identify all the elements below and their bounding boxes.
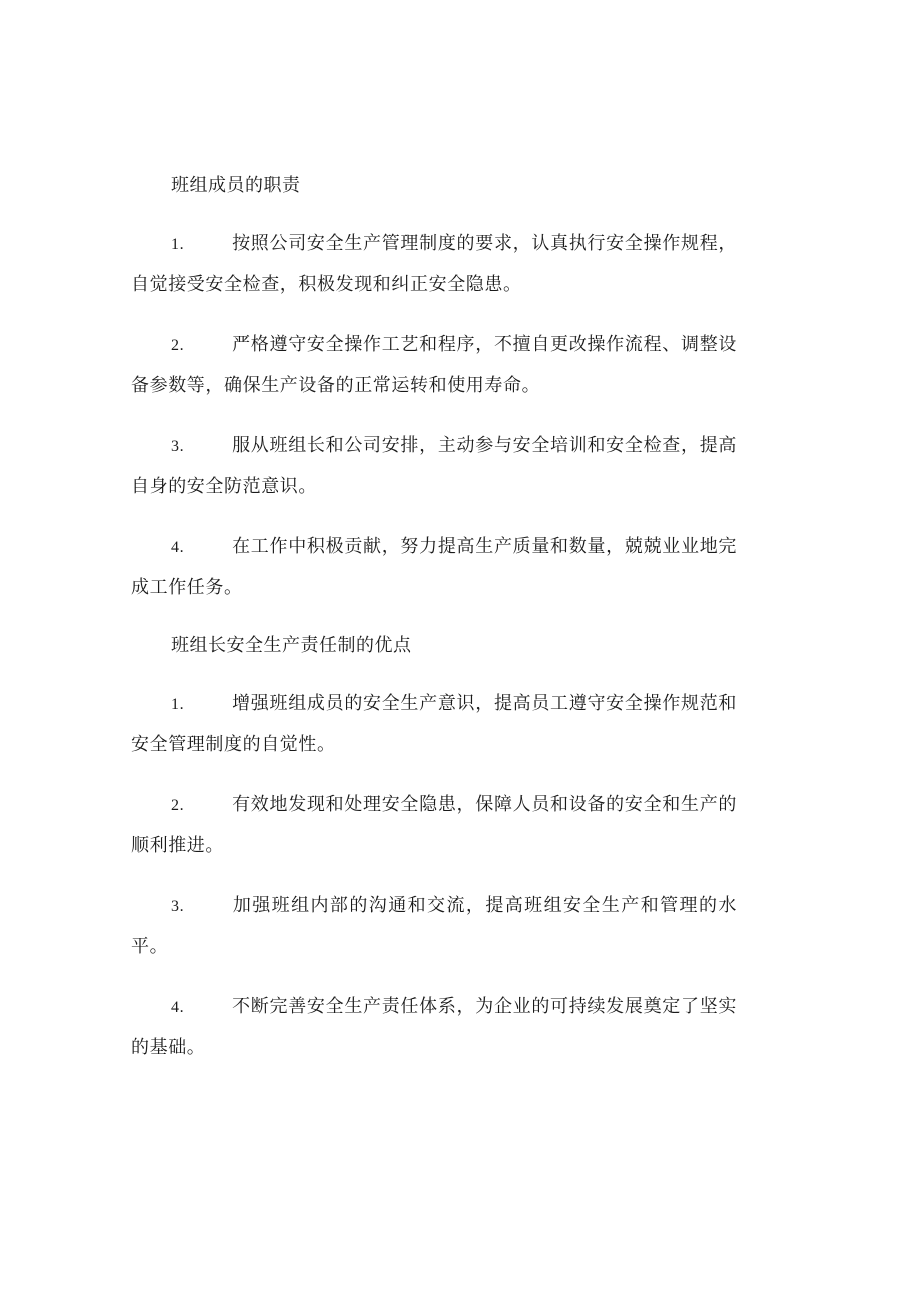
item-text: 服从班组长和公司安排，主动参与安全培训和安全检查，提高自身的安全防范意识。	[131, 435, 737, 497]
item-text: 按照公司安全生产管理制度的要求，认真执行安全操作规程，自觉接受安全检查，积极发现和纠正安全隐患。	[131, 233, 737, 295]
list-item	[131, 684, 737, 765]
item-number: 1.	[171, 236, 185, 253]
item-number: 3.	[171, 438, 185, 455]
item-text: 严格遵守安全操作工艺和程序，不擅自更改操作流程、调整设备参数等，确保生产设备的正常运转和使用寿命。	[131, 334, 737, 396]
item-number: 1.	[171, 696, 185, 713]
item-number: 4.	[171, 999, 185, 1016]
list-item	[131, 426, 737, 507]
list-item	[131, 325, 737, 406]
item-number: 4.	[171, 539, 185, 556]
item-text: 不断完善安全生产责任体系，为企业的可持续发展奠定了坚实的基础。	[131, 996, 737, 1058]
list-item	[131, 224, 737, 305]
item-number: 2.	[171, 337, 185, 354]
document-page	[131, 168, 737, 1088]
list-item	[131, 785, 737, 866]
item-text: 在工作中积极贡献，努力提高生产质量和数量，兢兢业业地完成工作任务。	[131, 536, 737, 598]
section-heading-member-duties: 班组成员的职责	[171, 175, 301, 196]
list-item	[131, 987, 737, 1068]
item-number: 3.	[171, 898, 185, 915]
list-item	[131, 527, 737, 608]
item-text: 加强班组内部的沟通和交流，提高班组安全生产和管理的水平。	[131, 895, 737, 957]
item-text: 增强班组成员的安全生产意识，提高员工遵守安全操作规范和安全管理制度的自觉性。	[131, 693, 737, 755]
list-item	[131, 886, 737, 967]
item-text: 有效地发现和处理安全隐患，保障人员和设备的安全和生产的顺利推进。	[131, 794, 737, 856]
item-number: 2.	[171, 797, 185, 814]
section-heading-advantages: 班组长安全生产责任制的优点	[171, 635, 412, 656]
